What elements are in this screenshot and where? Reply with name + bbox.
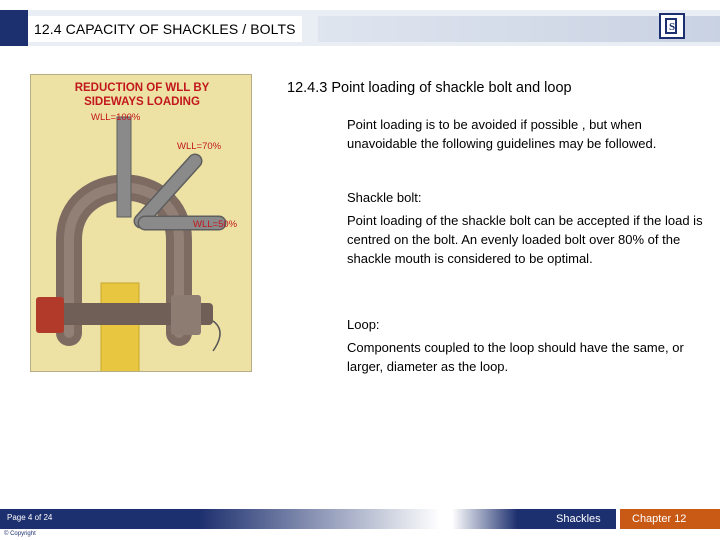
bolt-nut	[171, 295, 201, 335]
footer-bar-left	[0, 509, 440, 529]
sideways-loading-figure	[30, 74, 252, 372]
figure-title-line2: SIDEWAYS LOADING	[84, 96, 200, 108]
figure-title	[31, 81, 252, 109]
logo-letter: S	[669, 21, 676, 33]
chapter-label: Chapter 12	[632, 513, 687, 525]
page-number: Page 4 of 24	[7, 513, 53, 522]
company-logo-icon	[659, 13, 685, 39]
load-arrow-100	[117, 117, 131, 217]
label-wll-70: WLL=70%	[177, 141, 222, 152]
load-block	[101, 283, 139, 372]
bolt-paragraph: Point loading of the shackle bolt can be accepted if the load is centred on the bolt. An evenly loaded bolt over 80% of the shackle mouth is considered to be optimal.	[347, 213, 703, 266]
intro-paragraph: Point loading is to be avoided if possible , but when unavoidable the following guidelines may be followed.	[347, 117, 657, 151]
bolt-heading: Shackle bolt:	[347, 190, 422, 205]
page-title: 12.4 CAPACITY OF SHACKLES / BOLTS	[28, 16, 302, 42]
section-name: Shackles	[556, 513, 601, 525]
cotter-pin	[213, 321, 220, 351]
label-wll-50: WLL=50%	[193, 219, 238, 230]
figure-title-line1: REDUCTION OF WLL BY	[74, 82, 210, 94]
copyright-text: © Copyright	[4, 531, 36, 537]
label-wll-100: WLL=100%	[91, 112, 141, 123]
loop-heading: Loop:	[347, 317, 380, 332]
section-heading: 12.4.3 Point loading of shackle bolt and loop	[287, 80, 572, 96]
bolt-head	[36, 297, 64, 333]
loop-paragraph: Components coupled to the loop should have the same, or larger, diameter as the loop.	[347, 340, 684, 374]
